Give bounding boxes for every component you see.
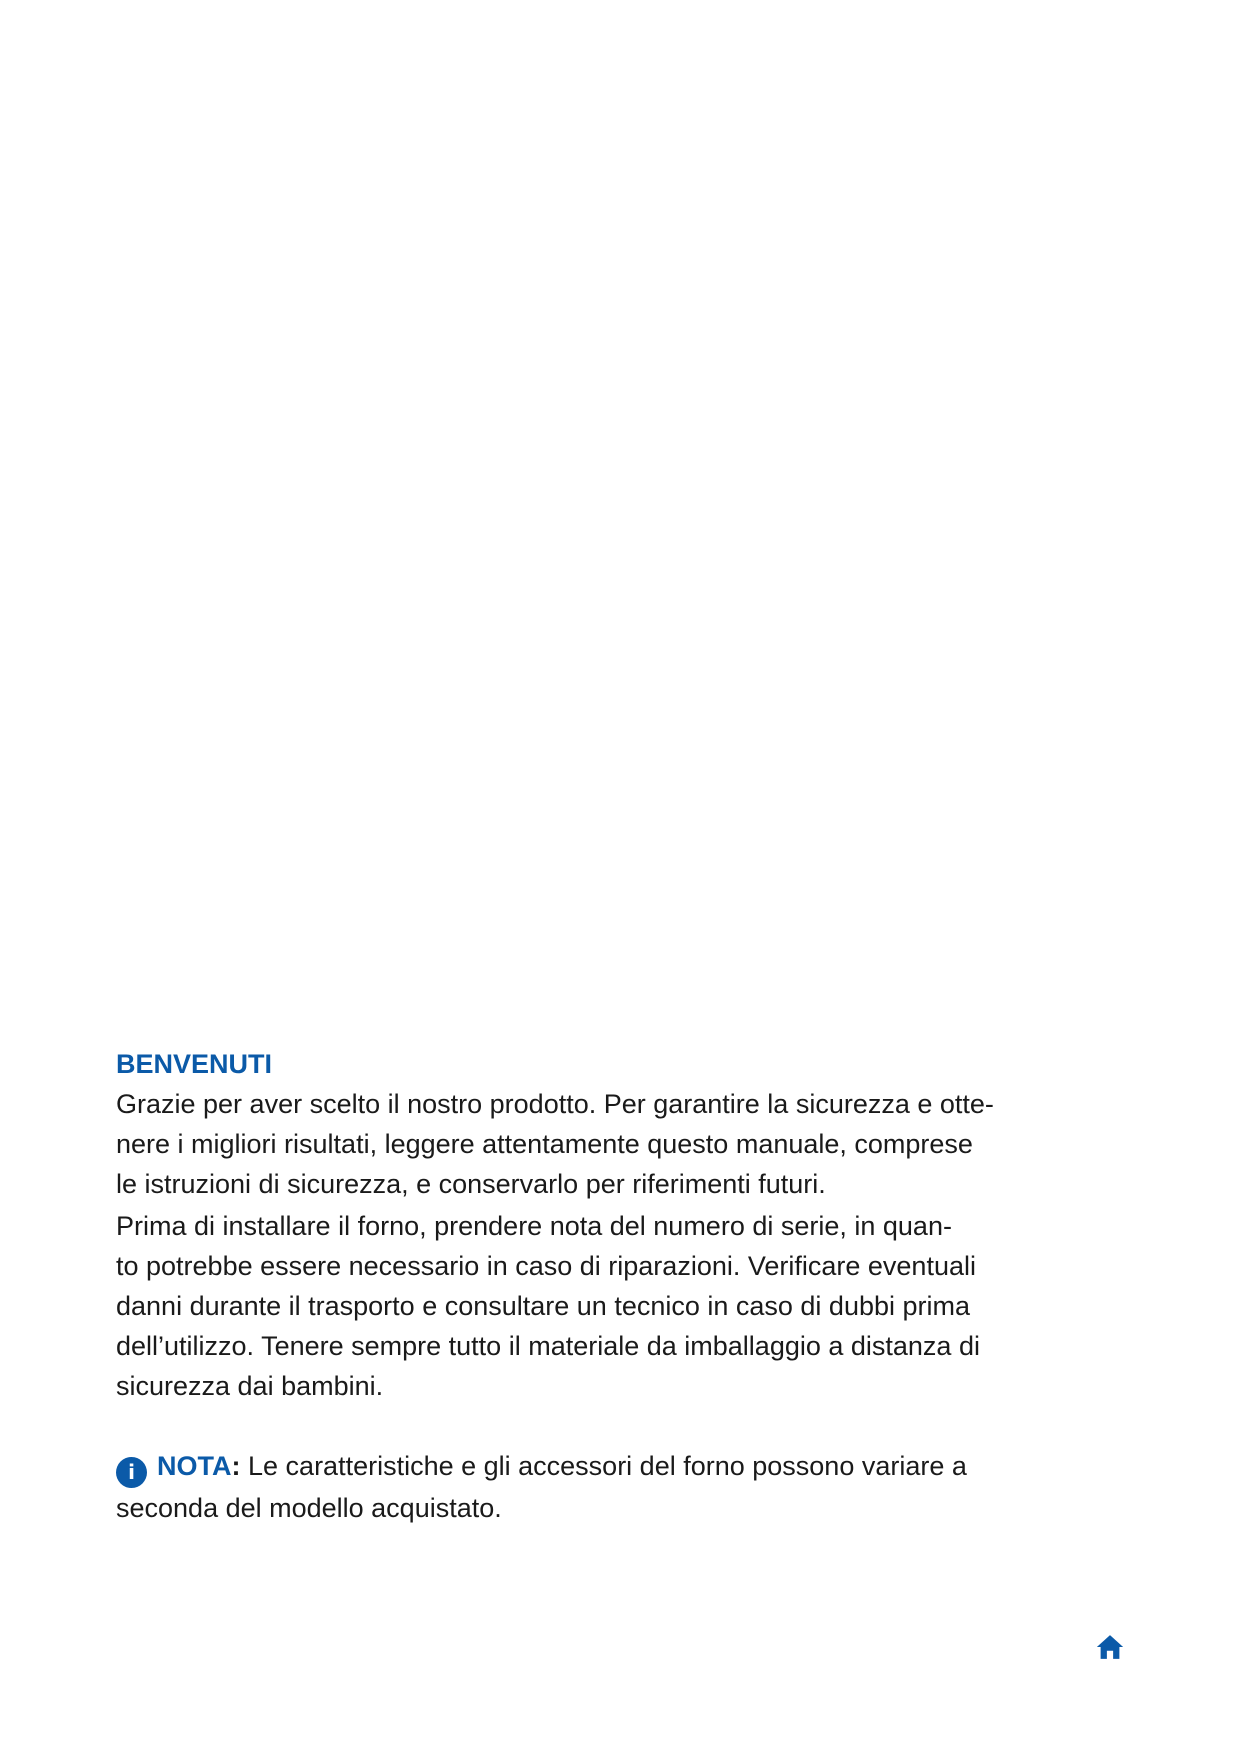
note-first-line [116, 1446, 1126, 1488]
text-line: to potrebbe essere necessario in caso di riparazioni. Verificare eventuali [116, 1251, 976, 1281]
note-colon: : [231, 1451, 241, 1481]
note-block [116, 1446, 1126, 1528]
section-heading: BENVENUTI [116, 1049, 273, 1079]
note-text: Le caratteristiche e gli accessori del forno possono variare a [248, 1451, 967, 1481]
note-label: NOTA [157, 1451, 232, 1481]
text-line: le istruzioni di sicurezza, e conservarlo per riferimenti futuri. [116, 1169, 826, 1199]
text-line: Prima di installare il forno, prendere nota del numero di serie, in quan- [116, 1211, 952, 1241]
text-line: danni durante il trasporto e consultare un tecnico in caso di dubbi prima [116, 1291, 971, 1321]
home-icon[interactable] [1095, 1632, 1125, 1662]
text-line: nere i migliori risultati, leggere attentamente questo manuale, comprese [116, 1129, 973, 1159]
text-line: dell’utilizzo. Tenere sempre tutto il materiale da imballaggio a distanza di [116, 1331, 980, 1361]
text-line: Grazie per aver scelto il nostro prodotto. Per garantire la sicurezza e otte- [116, 1089, 994, 1119]
welcome-section [116, 1044, 1126, 1528]
installation-paragraph [116, 1206, 1126, 1406]
note-text: seconda del modello acquistato. [116, 1493, 502, 1523]
text-line: sicurezza dai bambini. [116, 1371, 384, 1401]
info-icon: i [116, 1457, 147, 1488]
intro-paragraph [116, 1084, 1126, 1204]
